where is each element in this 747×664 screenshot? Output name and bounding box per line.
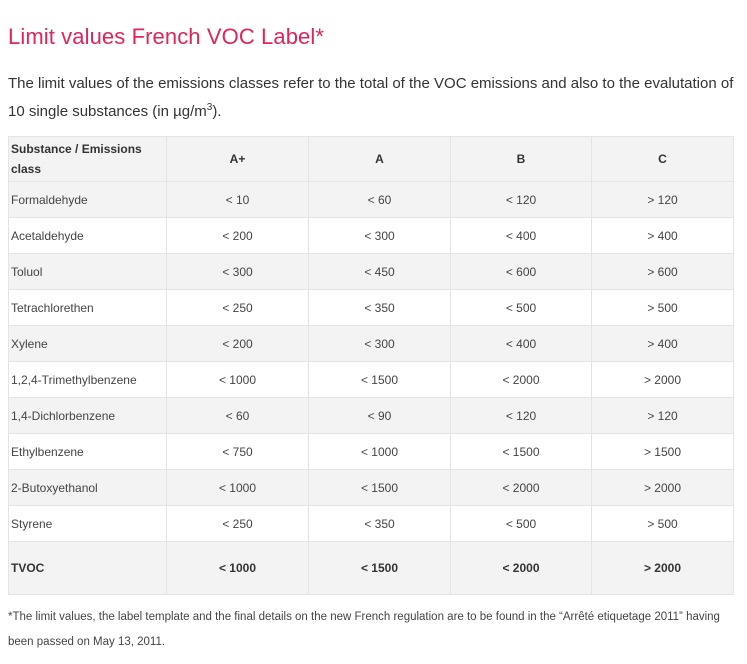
cell-class-c: > 120 [592,398,734,434]
cell-class-a-plus: < 250 [167,506,309,542]
cell-class-a: < 350 [309,506,451,542]
cell-class-a: < 450 [309,254,451,290]
cell-class-b: < 2000 [451,362,592,398]
cell-class-a: < 1000 [309,434,451,470]
cell-class-a-plus: < 250 [167,290,309,326]
cell-class-b: < 2000 [451,542,592,595]
table-row [9,470,734,506]
cell-substance: Toluol [9,254,167,290]
cell-substance: Tetrachlorethen [9,290,167,326]
cell-class-c: > 500 [592,506,734,542]
cell-substance: TVOC [9,542,167,595]
voc-limit-table [8,136,734,595]
cell-substance: 2-Butoxyethanol [9,470,167,506]
page-title: Limit values French VOC Label* [8,24,325,49]
cell-class-a-plus: < 200 [167,218,309,254]
cell-substance: Acetaldehyde [9,218,167,254]
cell-class-a-plus: < 1000 [167,542,309,595]
table-row [9,506,734,542]
cell-class-c: > 500 [592,290,734,326]
cell-class-a-plus: < 60 [167,398,309,434]
cell-substance: Ethylbenzene [9,434,167,470]
table-row [9,182,734,218]
cell-class-b: < 120 [451,182,592,218]
cell-class-a-plus: < 750 [167,434,309,470]
intro-text: The limit values of the emissions classes refer to the total of the VOC emissions and also to the evalutation of 10 single substances (in µg/m [8,75,734,120]
cell-class-a: < 350 [309,290,451,326]
cell-substance: Formaldehyde [9,182,167,218]
cell-class-c: > 2000 [592,542,734,595]
cell-class-a-plus: < 1000 [167,470,309,506]
header-class-a: A [309,137,451,182]
cell-class-a: < 1500 [309,542,451,595]
cell-substance: 1,2,4-Trimethylbenzene [9,362,167,398]
cell-class-a: < 1500 [309,362,451,398]
table-row [9,290,734,326]
table-row [9,362,734,398]
unit-superscript: 3 [206,102,213,113]
table-row [9,398,734,434]
cell-class-b: < 600 [451,254,592,290]
cell-class-a-plus: < 200 [167,326,309,362]
footnote: *The limit values, the label template and the final details on the new French regulation are to be found in the “Arrêté etiquetage 2011” having been passed on May 13, 2011. [8,611,720,648]
cell-substance: 1,4-Dichlorbenzene [9,398,167,434]
header-class-b: B [451,137,592,182]
header-class-c: C [592,137,734,182]
cell-class-c: > 600 [592,254,734,290]
cell-class-b: < 400 [451,218,592,254]
cell-class-a-plus: < 10 [167,182,309,218]
cell-class-c: > 2000 [592,470,734,506]
intro-text-end: ). [212,103,222,120]
cell-class-a: < 300 [309,218,451,254]
cell-class-b: < 2000 [451,470,592,506]
cell-class-c: > 2000 [592,362,734,398]
cell-class-a-plus: < 300 [167,254,309,290]
cell-substance: Styrene [9,506,167,542]
table-row [9,326,734,362]
cell-class-a: < 60 [309,182,451,218]
cell-class-b: < 500 [451,506,592,542]
cell-class-b: < 400 [451,326,592,362]
cell-class-a: < 90 [309,398,451,434]
cell-class-b: < 1500 [451,434,592,470]
cell-class-c: > 400 [592,218,734,254]
table-body [9,182,734,595]
table-row [9,434,734,470]
cell-class-c: > 1500 [592,434,734,470]
cell-substance: Xylene [9,326,167,362]
table-row [9,254,734,290]
table-row [9,218,734,254]
cell-class-c: > 400 [592,326,734,362]
cell-class-b: < 120 [451,398,592,434]
cell-class-b: < 500 [451,290,592,326]
intro-paragraph [8,72,737,124]
table-header-row [9,137,734,182]
cell-class-c: > 120 [592,182,734,218]
cell-class-a-plus: < 1000 [167,362,309,398]
cell-class-a: < 300 [309,326,451,362]
cell-class-a: < 1500 [309,470,451,506]
header-class-a-plus: A+ [167,137,309,182]
header-substance: Substance / Emissions class [9,137,167,182]
table-row [9,542,734,595]
